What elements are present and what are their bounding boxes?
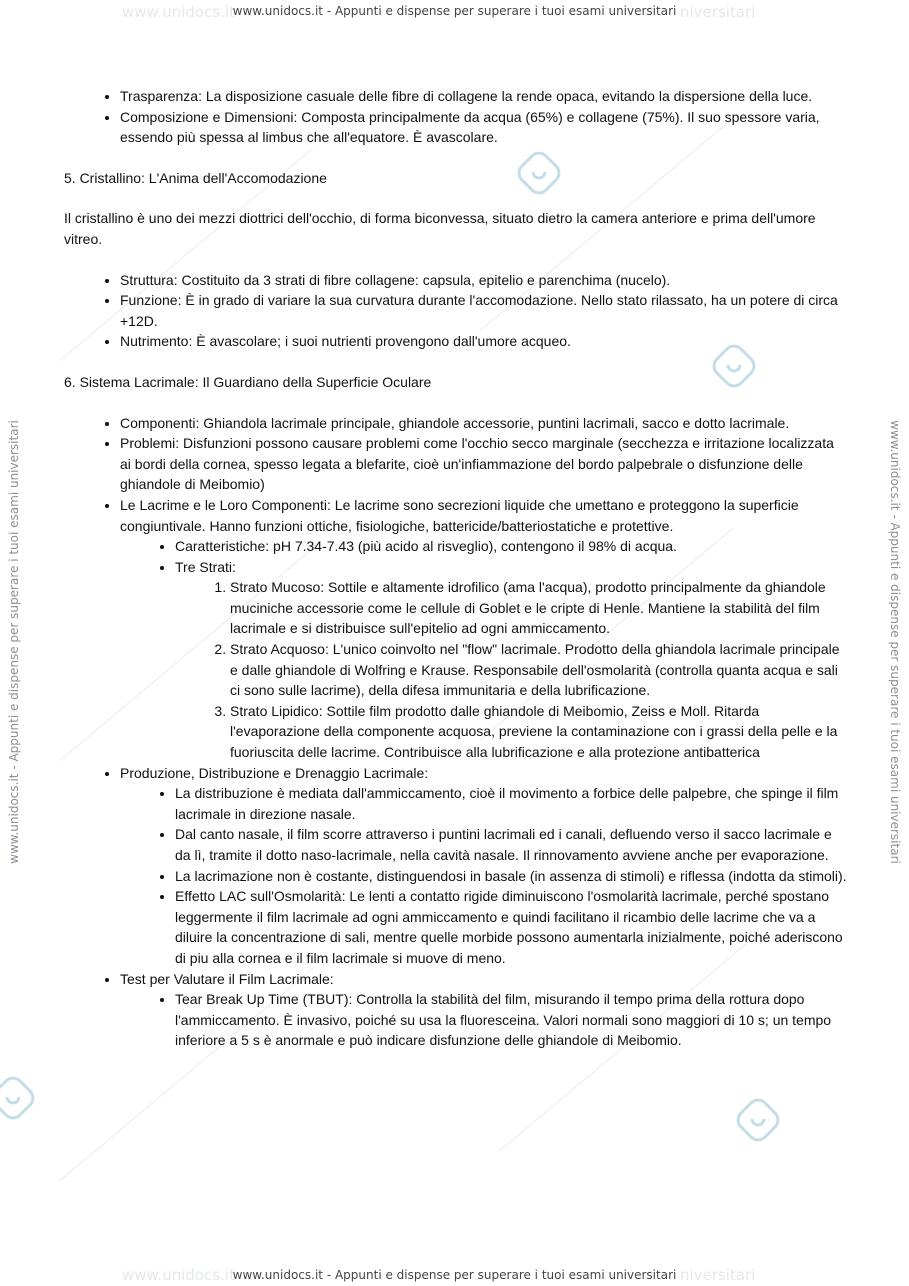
list-item: 3. Strato Lipidico: Sottile film prodotto dalle ghiandole di Meibomio, Zeiss e Moll. Ritarda l'evaporazione della componente acquosa, previene la contaminazione con i grassi della pelle e la fuoriuscita delle lacrime. Contribuisce alla lubrificazione e alla protezione antibatterica [230, 701, 848, 763]
lacrime-sublist [120, 536, 848, 763]
list-item: • Nutrimento: È avascolare; i suoi nutrienti provengono dall'umore acqueo. [120, 331, 848, 352]
lacrime-text: Le Lacrime e le Loro Componenti: Le lacrime sono secrezioni liquide che umettano e proteggono la superficie congiuntivale. Hanno funzioni ottiche, fisiologiche, battericide/batteriostatiche e protettive. [120, 496, 799, 534]
cristallino-bullet-list [64, 270, 848, 352]
produzione-sublist [120, 783, 848, 968]
watermark-ghost-left: www.unidocs.it [122, 3, 235, 21]
watermark-ghost-left: www.unidocs.it [122, 1266, 235, 1284]
list-item: • Composizione e Dimensioni: Composta principalmente da acqua (65%) e collagene (75%). Il suo spessore varia, essendo più spessa al limbus che all'equatore. È avascolare. [120, 107, 848, 148]
list-item: • Tear Break Up Time (TBUT): Controlla la stabilità del film, misurando il tempo prima della rottura dopo l'ammiccamento. È invasivo, poiché su usa la fluoresceina. Valori normali sono maggiori di 10 s; un tempo inferiore a 5 s è anormale e può indicare disfunzione delle ghiandole di Meibomio. [175, 989, 848, 1051]
list-item: • La distribuzione è mediata dall'ammiccamento, cioè il movimento a forbice delle palpebre, che spinge il film lacrimale in direzione nasale. [175, 783, 848, 824]
cornea-bullet-list [64, 86, 848, 148]
test-label: Test per Valutare il Film Lacrimale: [120, 970, 334, 987]
watermark-banner-top: www.unidocs.it - Appunti e dispense per superare i tuoi esami universitari [232, 4, 677, 18]
lacrimale-bullet-list [64, 413, 848, 1051]
list-item: • Effetto LAC sull'Osmolarità: Le lenti a contatto rigide diminuiscono l'osmolarità lacrimale, perché spostano leggermente il film lacrimale ad ogni ammiccamento e quindi facilitano il ricambio delle lacrime che va a diluire la concentrazione di sali, mentre quelle morbide possono aumentarla inizialmente, poiché aderiscono di piu alla cornea e il film lacrimale si muove di meno. [175, 886, 848, 968]
list-item: • Trasparenza: La disposizione casuale delle fibre di collagene la rende opaca, evitando la dispersione della luce. [120, 86, 848, 107]
unidocs-logo-watermark [0, 1075, 36, 1121]
document-body [64, 86, 848, 1051]
section-heading-sistema-lacrimale: 6. Sistema Lacrimale: Il Guardiano della Superficie Oculare [64, 373, 432, 390]
tre-strati-label: Tre Strati: [175, 558, 236, 575]
watermark-ghost-right: niversitari [680, 1266, 756, 1284]
list-item: • Componenti: Ghiandola lacrimale principale, ghiandole accessorie, puntini lacrimali, sacco e dotto lacrimale. [120, 413, 848, 434]
list-item: • Caratteristiche: pH 7.34-7.43 (più acido al risveglio), contengono il 98% di acqua. [175, 536, 848, 557]
list-item [120, 969, 848, 1051]
list-item [120, 495, 848, 763]
watermark-side-right: www.unidocs.it - Appunti e dispense per superare i tuoi esami universitari [888, 420, 902, 864]
watermark-banner-bottom: www.unidocs.it - Appunti e dispense per superare i tuoi esami universitari [232, 1268, 677, 1282]
list-item [120, 763, 848, 969]
list-item [175, 557, 848, 763]
list-item: • Problemi: Disfunzioni possono causare problemi come l'occhio secco marginale (secchezza e irritazione localizzata ai bordi della cornea, spesso legata a blefarite, cioè un'infiammazione del bordo palpebrale o disfunzione delle ghiandole di Meibomio) [120, 433, 848, 495]
watermark-ghost-right: niversitari [680, 3, 756, 21]
list-item: • Struttura: Costituito da 3 strati di fibre collagene: capsula, epitelio e parenchima (nucelo). [120, 270, 848, 291]
section-heading-cristallino: 5. Cristallino: L'Anima dell'Accomodazione [64, 169, 327, 186]
strati-numbered-list [175, 577, 848, 762]
produzione-label: Produzione, Distribuzione e Drenaggio Lacrimale: [120, 764, 429, 781]
list-item: 1. Strato Mucoso: Sottile e altamente idrofilico (ama l'acqua), prodotto principalmente da ghiandole muciniche accessorie come le cellule di Goblet e le cripte di Henle. Mantiene la stabilità del film lacrimale e si distribuisce sull'epitelio ad ogni ammiccamento. [230, 577, 848, 639]
list-item: • Dal canto nasale, il film scorre attraverso i puntini lacrimali ed i canali, defluendo verso il sacco lacrimale e da lì, tramite il dotto naso-lacrimale, nella cavità nasale. Il rinnovamento avviene anche per evaporazione. [175, 824, 848, 865]
test-sublist [120, 989, 848, 1051]
paragraph-cristallino-intro: Il cristallino è uno dei mezzi diottrici dell'occhio, di forma biconvessa, situato dietro la camera anteriore e prima dell'umore vitreo. [64, 210, 816, 247]
watermark-side-left: www.unidocs.it - Appunti e dispense per superare i tuoi esami universitari [7, 420, 21, 864]
unidocs-logo-watermark [735, 1097, 781, 1143]
list-item: • La lacrimazione non è costante, distinguendosi in basale (in assenza di stimoli) e riflessa (indotta da stimoli). [175, 866, 848, 887]
list-item: 2. Strato Acquoso: L'unico coinvolto nel "flow" lacrimale. Prodotto della ghiandola lacrimale principale e dalle ghiandole di Wolfring e Krause. Responsabile dell'osmolarità (controlla quanta acqua e sali ci sono sulle lacrime), della difesa immunitaria e della lubrificazione. [230, 639, 848, 701]
list-item: • Funzione: È in grado di variare la sua curvatura durante l'accomodazione. Nello stato rilassato, ha un potere di circa +12D. [120, 290, 848, 331]
